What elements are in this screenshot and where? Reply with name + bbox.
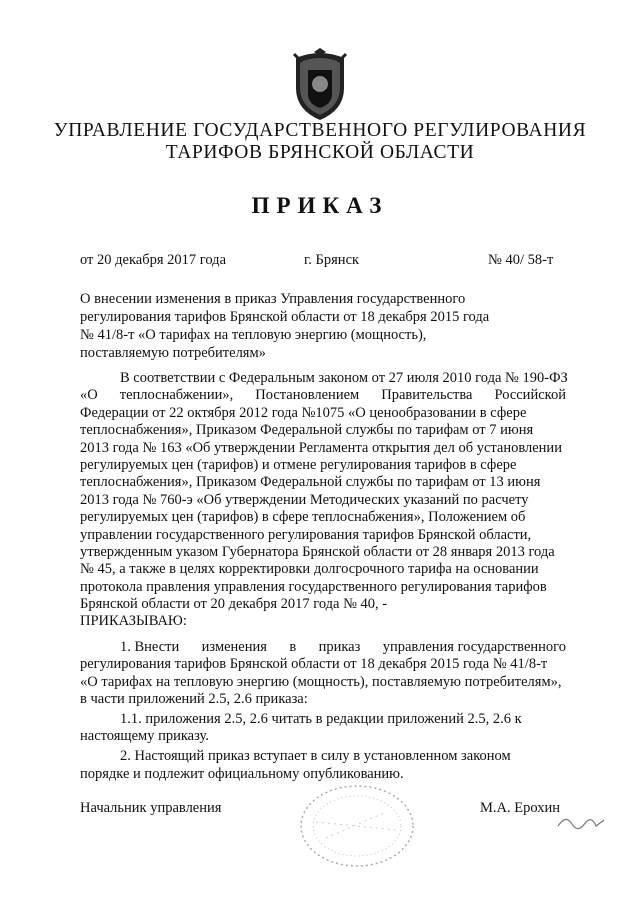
text-fragment: № 45, а также в целях корректировки долгосрочного тарифа на основании [80,561,539,578]
text-line [80,639,566,656]
coat-of-arms-icon [288,48,352,122]
text-line [80,422,566,439]
text-fragment: Брянской области от 20 декабря 2017 года № 40, - [80,596,388,613]
text-line [80,728,566,745]
text-line [80,474,566,491]
text-fragment: 2013 года № 760-э «Об утверждении Методических указаний по расчету [80,491,529,508]
text-line [80,711,566,728]
text-line [80,405,566,422]
text-fragment: теплоснабжения», Приказом Федеральной службы по тарифам от 13 июня [80,474,541,491]
text-line [80,766,566,783]
text-line [80,691,566,708]
text-fragment: Правительства [381,387,473,404]
subject-line: О внесении изменения в приказ Управления государственного [80,291,466,307]
order-items [80,639,566,783]
subject-line: регулирования тарифов Брянской области от 18 декабря 2015 года [80,309,490,325]
text-line [80,544,566,561]
text-fragment: 1. Внести [120,639,180,655]
signatory-name: М.А. Ерохин [480,800,561,816]
subject-line: поставляемую потребителям» [80,345,266,361]
text-line [80,561,566,578]
text-line [80,527,566,544]
text-line [80,596,566,613]
document-number: № 40/ 58-т [488,252,554,268]
org-name-line2: ТАРИФОВ БРЯНСКОЙ ОБЛАСТИ [165,142,475,163]
text-fragment: регулируемых цен (тарифов) и отмене регулирования тарифов в сфере [80,456,517,473]
text-fragment: В соответствии с Федеральным законом от 27 июля 2010 года № 190-ФЗ [120,370,568,386]
text-line [80,440,566,457]
text-fragment: 2. Настоящий приказ вступает в силу в установленном законом [120,748,511,765]
text-fragment: порядке и подлежит официальному опубликованию. [80,765,404,782]
signature-icon [556,812,606,832]
document-date: от 20 декабря 2017 года [80,252,226,268]
text-fragment: в части приложений 2.5, 2.6 приказа: [80,691,308,708]
subject-line: № 41/8-т «О тарифах на тепловую энергию (мощность), [80,327,427,343]
text-fragment: теплоснабжения», Приказом Федеральной службы по тарифам от 7 июня [80,422,534,439]
text-fragment: утвержденным указом Губернатора Брянской области от 28 января 2013 года [80,543,555,560]
text-line [80,579,566,596]
text-fragment: теплоснабжении», [119,387,234,404]
text-line [80,457,566,474]
text-fragment: в [289,639,297,655]
text-line [80,492,566,509]
text-fragment: Федерации от 22 октября 2012 года №1075 «О ценообразовании в сфере [80,404,527,421]
text-line [80,509,566,526]
text-fragment: протокола правления управления государственного регулирования тарифов [80,578,547,595]
preamble-paragraph [80,370,566,613]
text-fragment: Постановлением [255,387,360,404]
text-fragment: управлении государственного регулирования тарифов Брянской области, [80,526,532,543]
text-fragment: «О [80,387,98,404]
document-title: ПРИКАЗ [251,193,389,218]
text-line [80,370,566,387]
text-fragment: изменения [201,639,267,655]
text-line [80,748,566,765]
text-line [80,674,566,691]
signatory-role: Начальник управления [80,800,222,816]
text-fragment: Российской [494,387,566,404]
text-fragment: регулирования тарифов Брянской области от 18 декабря 2015 года № 41/8-т [80,656,548,673]
text-fragment: настоящему приказу. [80,727,209,744]
text-fragment: управления государственного [382,639,566,655]
text-fragment: «О тарифах на тепловую энергию (мощность), поставляемую потребителям», [80,673,562,690]
text-fragment: регулируемых цен (тарифов) в сфере теплоснабжения», Положением об [80,509,526,526]
text-fragment: 2013 года № 163 «Об утверждении Регламента открытия дел об установлении [80,439,562,456]
text-line [80,387,566,404]
document-city: г. Брянск [304,252,360,268]
text-fragment: 1.1. приложения 2.5, 2.6 читать в редакции приложений 2.5, 2.6 к [120,710,522,727]
document-subject [80,290,520,362]
text-fragment: приказ [318,639,361,655]
order-word: ПРИКАЗЫВАЮ: [80,613,187,629]
text-line [80,656,566,673]
stamp-icon [296,782,418,870]
org-name-line1: УПРАВЛЕНИЕ ГОСУДАРСТВЕННОГО РЕГУЛИРОВАНИЯ [53,120,587,141]
